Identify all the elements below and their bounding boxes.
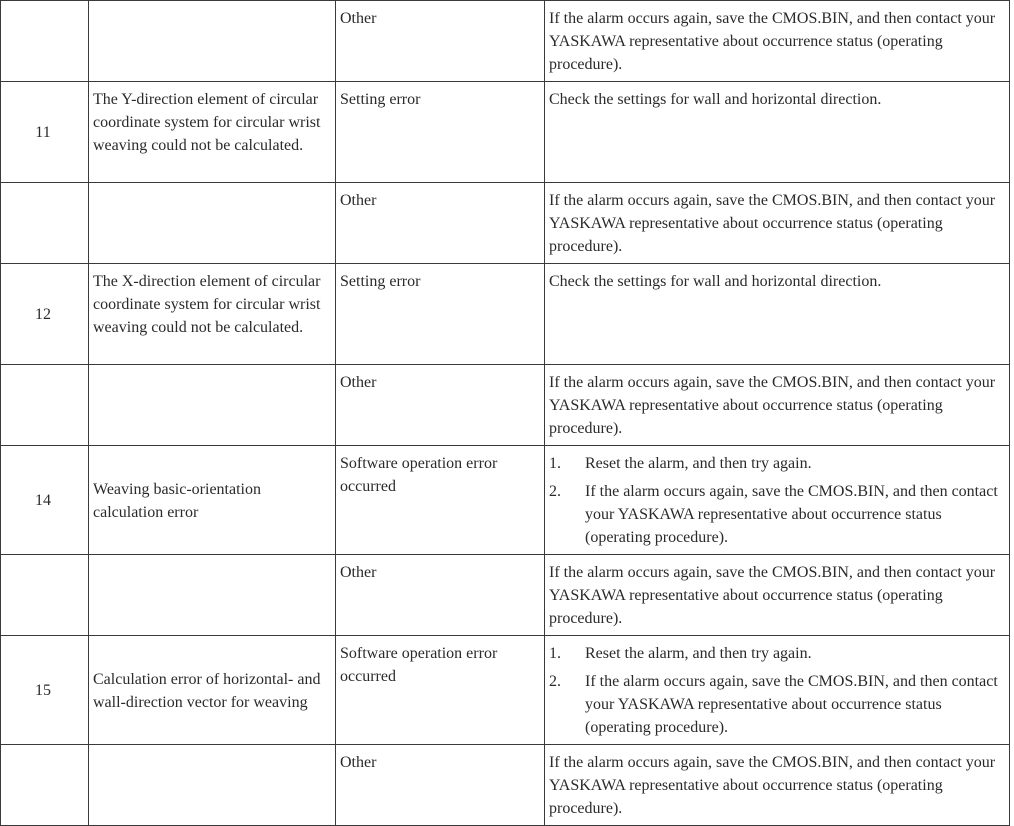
alarm-number-cell — [1, 365, 89, 446]
alarm-description-cell — [89, 1, 336, 82]
remedy-step — [549, 452, 1004, 475]
step-number: 2. — [549, 673, 561, 690]
step-text: If the alarm occurs again, save the CMOS.BIN, and then contact your YASKAWA representative about occurrence status (operating procedure). — [585, 673, 998, 736]
cause-cell: Setting error — [336, 82, 545, 183]
alarm-description-cell — [89, 745, 336, 826]
remedy-cell: If the alarm occurs again, save the CMOS.BIN, and then contact your YASKAWA representative about occurrence status (operating procedure). — [545, 1, 1010, 82]
cause-cell: Software operation error occurred — [336, 446, 545, 555]
remedy-steps — [549, 452, 1004, 549]
table-row — [1, 365, 1010, 446]
remedy-cell: If the alarm occurs again, save the CMOS.BIN, and then contact your YASKAWA representative about occurrence status (operating procedure). — [545, 365, 1010, 446]
alarm-description-cell: The Y-direction element of circular coordinate system for circular wrist weaving could not be calculated. — [89, 82, 336, 183]
alarm-description-cell: Weaving basic-orientation calculation error — [89, 446, 336, 555]
table-row — [1, 446, 1010, 555]
table-row — [1, 745, 1010, 826]
step-number: 1. — [549, 455, 561, 472]
remedy-cell: Check the settings for wall and horizontal direction. — [545, 264, 1010, 365]
table-row — [1, 1, 1010, 82]
step-text: Reset the alarm, and then try again. — [585, 645, 812, 662]
alarm-number-cell: 12 — [1, 264, 89, 365]
remedy-step — [549, 670, 1004, 739]
alarm-number-cell — [1, 555, 89, 636]
alarm-description-cell — [89, 365, 336, 446]
alarm-number-cell — [1, 745, 89, 826]
alarm-description-cell — [89, 555, 336, 636]
alarm-number-cell: 14 — [1, 446, 89, 555]
remedy-step — [549, 642, 1004, 665]
step-text: Reset the alarm, and then try again. — [585, 455, 812, 472]
cause-cell: Other — [336, 1, 545, 82]
cause-cell: Other — [336, 745, 545, 826]
alarm-number-cell: 11 — [1, 82, 89, 183]
step-number: 2. — [549, 483, 561, 500]
table-row — [1, 636, 1010, 745]
step-text: If the alarm occurs again, save the CMOS.BIN, and then contact your YASKAWA representative about occurrence status (operating procedure). — [585, 483, 998, 546]
remedy-cell: Check the settings for wall and horizontal direction. — [545, 82, 1010, 183]
remedy-step — [549, 480, 1004, 549]
alarm-description-cell — [89, 183, 336, 264]
remedy-steps — [549, 642, 1004, 739]
cause-cell: Software operation error occurred — [336, 636, 545, 745]
table-row — [1, 183, 1010, 264]
cause-cell: Other — [336, 183, 545, 264]
remedy-cell: If the alarm occurs again, save the CMOS.BIN, and then contact your YASKAWA representative about occurrence status (operating procedure). — [545, 745, 1010, 826]
table-row — [1, 264, 1010, 365]
alarm-number-cell — [1, 183, 89, 264]
alarm-number-cell — [1, 1, 89, 82]
remedy-cell — [545, 636, 1010, 745]
cause-cell: Other — [336, 555, 545, 636]
table-row — [1, 82, 1010, 183]
remedy-cell: If the alarm occurs again, save the CMOS.BIN, and then contact your YASKAWA representative about occurrence status (operating procedure). — [545, 555, 1010, 636]
cause-cell: Setting error — [336, 264, 545, 365]
table-row — [1, 555, 1010, 636]
remedy-cell — [545, 446, 1010, 555]
remedy-cell: If the alarm occurs again, save the CMOS.BIN, and then contact your YASKAWA representative about occurrence status (operating procedure). — [545, 183, 1010, 264]
step-number: 1. — [549, 645, 561, 662]
alarm-description-cell: Calculation error of horizontal- and wall-direction vector for weaving — [89, 636, 336, 745]
alarm-description-cell: The X-direction element of circular coordinate system for circular wrist weaving could not be calculated. — [89, 264, 336, 365]
cause-cell: Other — [336, 365, 545, 446]
alarm-number-cell: 15 — [1, 636, 89, 745]
